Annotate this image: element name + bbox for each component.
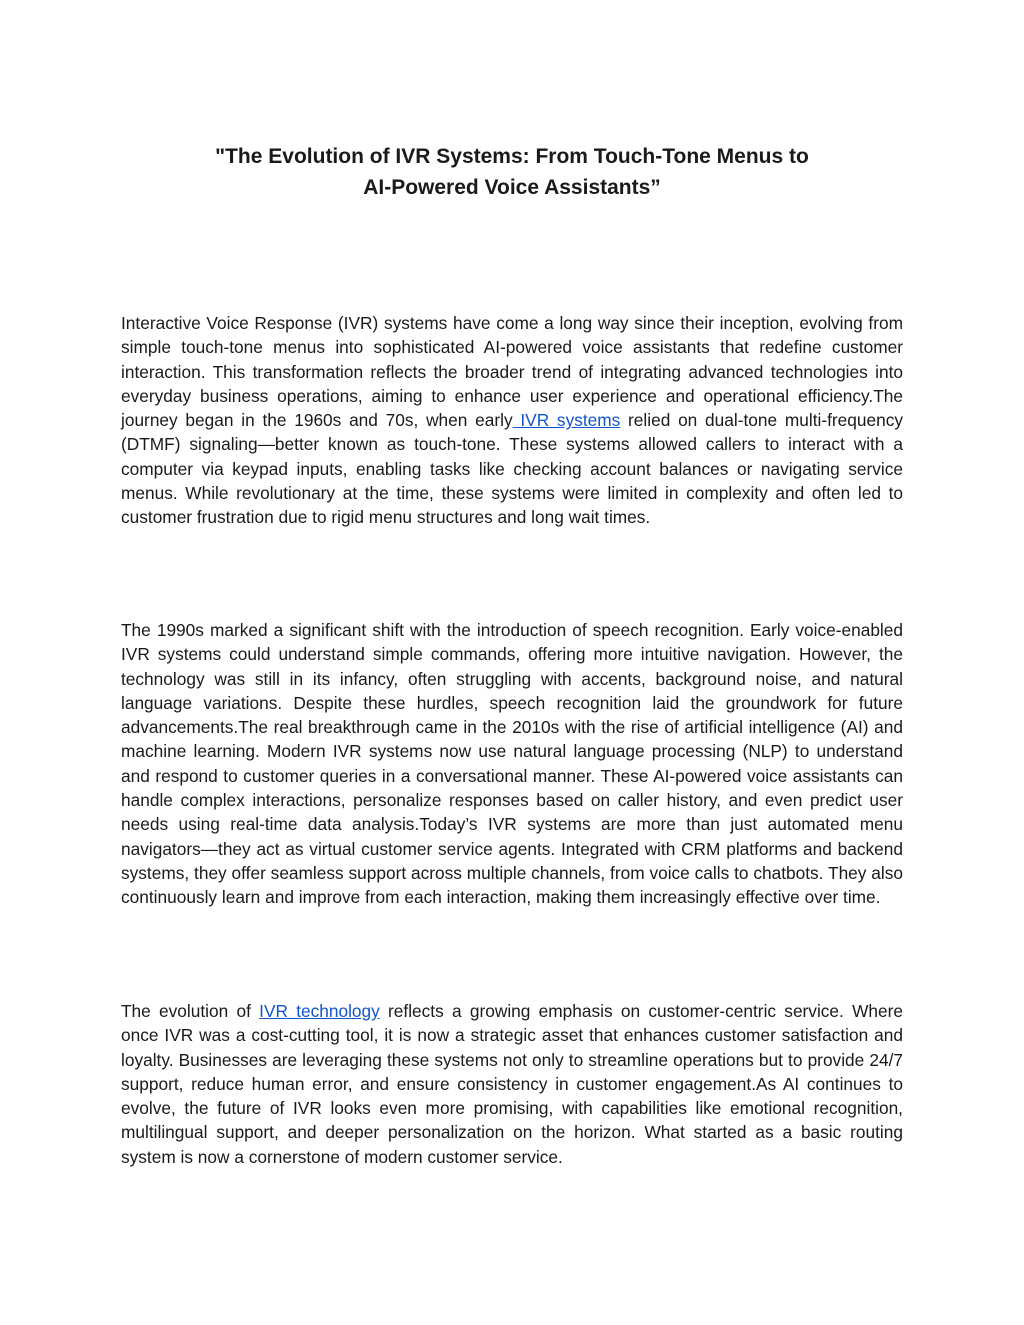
paragraph-conclusion-text-start: The evolution of [121, 1001, 260, 1021]
ivr-systems-link[interactable]: IVR systems [512, 410, 621, 431]
paragraph-history: The 1990s marked a significant shift with the introduction of speech recognition. Early voice-enabled IVR systems could understand simple commands, offering more intuitive navigation. However, the technology was still in its infancy, often struggling with accents, background noise, and natural language variations. Despite these hurdles, speech recognition laid the groundwork for future advancements.The real breakthrough came in the 2010s with the rise of artificial intelligence (AI) and machine learning. Modern IVR systems now use natural language processing (NLP) to understand and respond to customer queries in a conversational manner. These AI-powered voice assistants can handle complex interactions, personalize responses based on caller history, and even predict user needs using real-time data analysis.Today’s IVR systems are more than just automated menu navigators—they act as virtual customer service agents. Integrated with CRM platforms and backend systems, they offer seamless support across multiple channels, from voice calls to chatbots. They also continuously learn and improve from each interaction, making them increasingly effective over time. [121, 620, 903, 908]
title-line-1: "The Evolution of IVR Systems: From Touch-Tone Menus to [215, 145, 809, 168]
paragraph-intro [121, 311, 903, 530]
paragraph-conclusion-text-end: reflects a growing emphasis on customer-centric service. Where once IVR was a cost-cutting tool, it is now a strategic asset that enhances customer satisfaction and loyalty. Businesses are leveraging these systems not only to streamline operations but to provide 24/7 support, reduce human error, and ensure consistency in customer engagement.As AI continues to evolve, the future of IVR looks even more promising, with capabilities like emotional recognition, multilingual support, and deeper personalization on the horizon. What started as a basic routing system is now a cornerstone of modern customer service. [121, 1001, 903, 1167]
paragraph-intro-text-end: relied on dual-tone multi-frequency (DTMF) signaling—better known as touch-tone. These systems allowed callers to interact with a computer via keypad inputs, enabling tasks like checking account balances or navigating service menus. While revolutionary at the time, these systems were limited in complexity and often led to customer frustration due to rigid menu structures and long wait times. [121, 410, 903, 528]
paragraph-conclusion [121, 999, 903, 1169]
paragraph-intro-text-start: Interactive Voice Response (IVR) systems have come a long way since their inception, evolving from simple touch-tone menus into sophisticated AI-powered voice assistants that redefine customer interaction. This transformation reflects the broader trend of integrating advanced technologies into everyday business operations, aiming to enhance user experience and operational efficiency.The journey began in the 1960s and 70s, when early [121, 313, 903, 431]
title-line-2: AI-Powered Voice Assistants” [363, 176, 661, 199]
document-title [120, 141, 904, 203]
ivr-technology-link[interactable]: IVR technology [259, 1001, 380, 1021]
